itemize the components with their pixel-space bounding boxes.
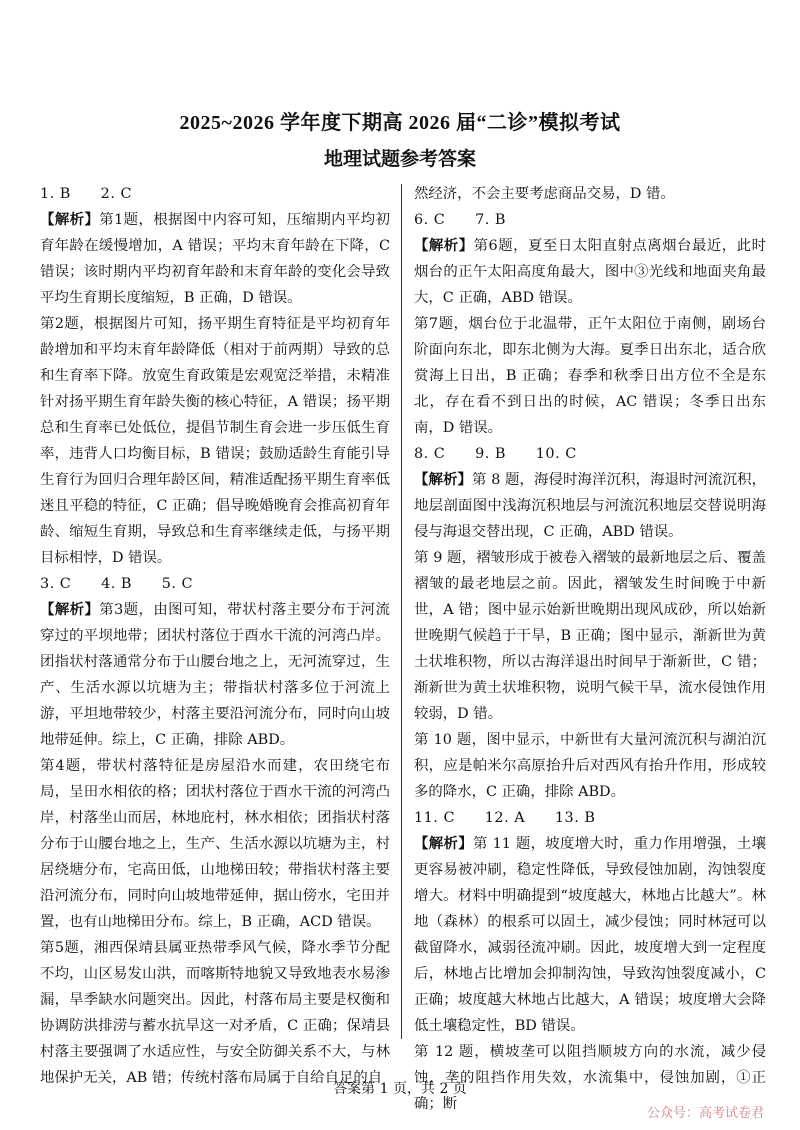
paragraph-text: 第 10 题，图中显示，中新世有大量河流沉积与湖泊沉积，应是帕米尔高原抬升后对西风有抬升作用，形成较多的降水，C 正确，排除 ABD。 (414, 732, 766, 800)
right-column (414, 181, 766, 1112)
paragraph-text: 第4题，带状村落特征是房屋沿水而建，农田绕宅布局，呈田水相依的格；团状村落位于酉水干流的河湾凸岸，村落坐山而居，林地庇村，林水相依；团指状村落分布于山腰台地之上，生产、生活水源以坑塘为主，村居绕塘分布，宅高田低，山地梯田较；带指状村落主要沿河流分布，同时向山坡地带延伸，据山傍水，宅田并置，也有山地梯田分布。综上，B 正确，ACD 错误。 (40, 758, 390, 930)
paragraph-text: 第 11 题，坡度增大时，重力作用增强，土壤更容易被冲刷，稳定性降低，导致侵蚀加剧，沟蚀裂度增大。材料中明确提到“坡度越大，林地占比越大”。林地（森林）的根系可以固土，减少侵蚀；同时林冠可以截留降水，减弱径流冲刷。因此，坡度增大到一定程度后，林地占比增加会抑制沟蚀，导致沟蚀裂度减小，C 正确；坡度越大林地占比越大，A 错误；坡度增大会降低土壤稳定性，BD 错误。 (414, 836, 766, 1034)
left-explanation (40, 311, 390, 571)
paragraph-text: 3. C 4. B 5. C (40, 576, 194, 592)
paragraph-text: 第 8 题，海侵时海洋沉积，海退时河流沉积，地层剖面图中浅海沉积地层与河流沉积地层交替说明海侵与海退交替出现，C 正确，ABD 错误。 (414, 472, 766, 540)
left-explanation (40, 207, 390, 311)
analysis-tag: 【解析】 (40, 211, 100, 228)
paragraph-text: 第2题，根据图片可知，扬平期生育特征是平均初育年龄增加和平均末育年龄降低（相对于前两期）导致的总和生育率下降。放宽生育政策是宏观宽泛举措，未精准针对扬平期生育年龄失衡的核心特征，A 错误；扬平期总和生育率已处低位，提倡节制生育会进一步压低生育率，违背人口均衡目标，B 错误；鼓励适龄生育能引导生育行为回归合理年龄区间，精准适配扬平期生育率低迷且平稳的特征，C 正确；倡导晚婚晚育会推高初育年龄、缩短生育期，导致总和生育率继续走低，与扬平期目标相悖，D 错误。 (40, 316, 390, 566)
right-explanation (414, 831, 766, 1039)
left-explanation (40, 935, 390, 1091)
right-answer-line (414, 805, 766, 831)
right-explanation (414, 181, 766, 207)
analysis-tag: 【解析】 (414, 237, 474, 254)
right-answer-line (414, 441, 766, 467)
paragraph-text: 1. B 2. C (40, 186, 132, 202)
watermark: 公众号：高考试卷君 (646, 1106, 764, 1121)
analysis-tag: 【解析】 (414, 471, 473, 488)
paragraph-text: 6. C 7. B (414, 212, 506, 228)
page-title: 2025~2026 学年度下期高 2026 届“二诊”模拟考试 (179, 112, 621, 134)
left-column (40, 181, 390, 1086)
paragraph-text: 第7题，烟台位于北温带，正午太阳位于南侧，剧场台阶面向东北，即东北侧为大海。夏季日出东北，适合欣赏海上日出，B 正确；春季和秋季日出方位不全是东北，存在看不到日出的时候，AC 错误；冬季日出东南，D 错误。 (414, 316, 766, 436)
right-answer-line (414, 207, 766, 233)
right-explanation (414, 727, 766, 805)
analysis-tag: 【解析】 (414, 835, 473, 852)
left-answer-line (40, 181, 390, 207)
right-explanation (414, 233, 766, 311)
right-explanation (414, 545, 766, 727)
paragraph-text: 第 12 题，横坡垄可以阻挡顺坡方向的水流，减少侵蚀，垄的阻挡作用失效，水流集中，侵蚀加剧，①正确；断 (414, 1044, 766, 1112)
right-explanation (414, 467, 766, 545)
paragraph-text: 8. C 9. B 10. C (414, 446, 577, 462)
paragraph-text: 第5题，湘西保靖县属亚热带季风气候，降水季节分配不均，山区易发山洪，而喀斯特地貌又导致地表水易渗漏，旱季缺水问题突出。因此，村落布局主要是权衡和协调防洪排涝与蓄水抗旱这一对矛盾，C 正确；保靖县村落主要强调了水适应性，与安全防御关系不大，与林地保护无关，AB 错；传统村落布局属于自给自足的自 (40, 940, 390, 1086)
paragraph-text: 第 9 题，褶皱形成于被卷入褶皱的最新地层之后、覆盖褶皱的最老地层之前。因此，褶皱发生时间晚于中新世，A 错；图中显示始新世晚期出现风成砂，所以始新世晚期气候趋于干旱，B 正确；图中显示，渐新世为黄土状堆积物，所以古海洋退出时间早于渐新世，C 错；渐新世为黄土状堆积物，说明气候干旱，流水侵蚀作用较弱，D 错。 (414, 550, 766, 722)
paragraph-text: 第6题，夏至日太阳直射点离烟台最近，此时烟台的正午太阳高度角最大，图中③光线和地面夹角最大，C 正确，ABD 错误。 (414, 238, 766, 306)
left-answer-line (40, 571, 390, 597)
column-divider (401, 184, 402, 1039)
paragraph-text: 然经济，不会主要考虑商品交易，D 错。 (414, 186, 675, 202)
paragraph-text: 11. C 12. A 13. B (414, 810, 596, 826)
paragraph-text: 第1题，根据图中内容可知，压缩期内平均初育年龄在缓慢增加，A 错误；平均末育年龄在下降，C 错误；该时期内平均初育年龄和末育年龄的变化会导致平均生育期长度缩短，B 正确，D 错误。 (40, 212, 390, 306)
analysis-tag: 【解析】 (40, 601, 100, 618)
page-subtitle: 地理试题参考答案 (323, 148, 476, 170)
page-footer: 答案第 1 页，共 2 页 (333, 1081, 467, 1097)
left-explanation (40, 597, 390, 753)
paragraph-text: 第3题，由图可知，带状村落主要分布于河流穿过的平坝地带；团状村落位于酉水干流的河湾凸岸。团指状村落通常分布于山腰台地之上，无河流穿过，生产、生活水源以坑塘为主；带指状村落多位于河流上游，平坦地带较少，村落主要沿河流分布，同时向山坡地带延伸。综上，C 正确，排除 ABD。 (40, 602, 390, 748)
right-explanation (414, 311, 766, 441)
left-explanation (40, 753, 390, 935)
